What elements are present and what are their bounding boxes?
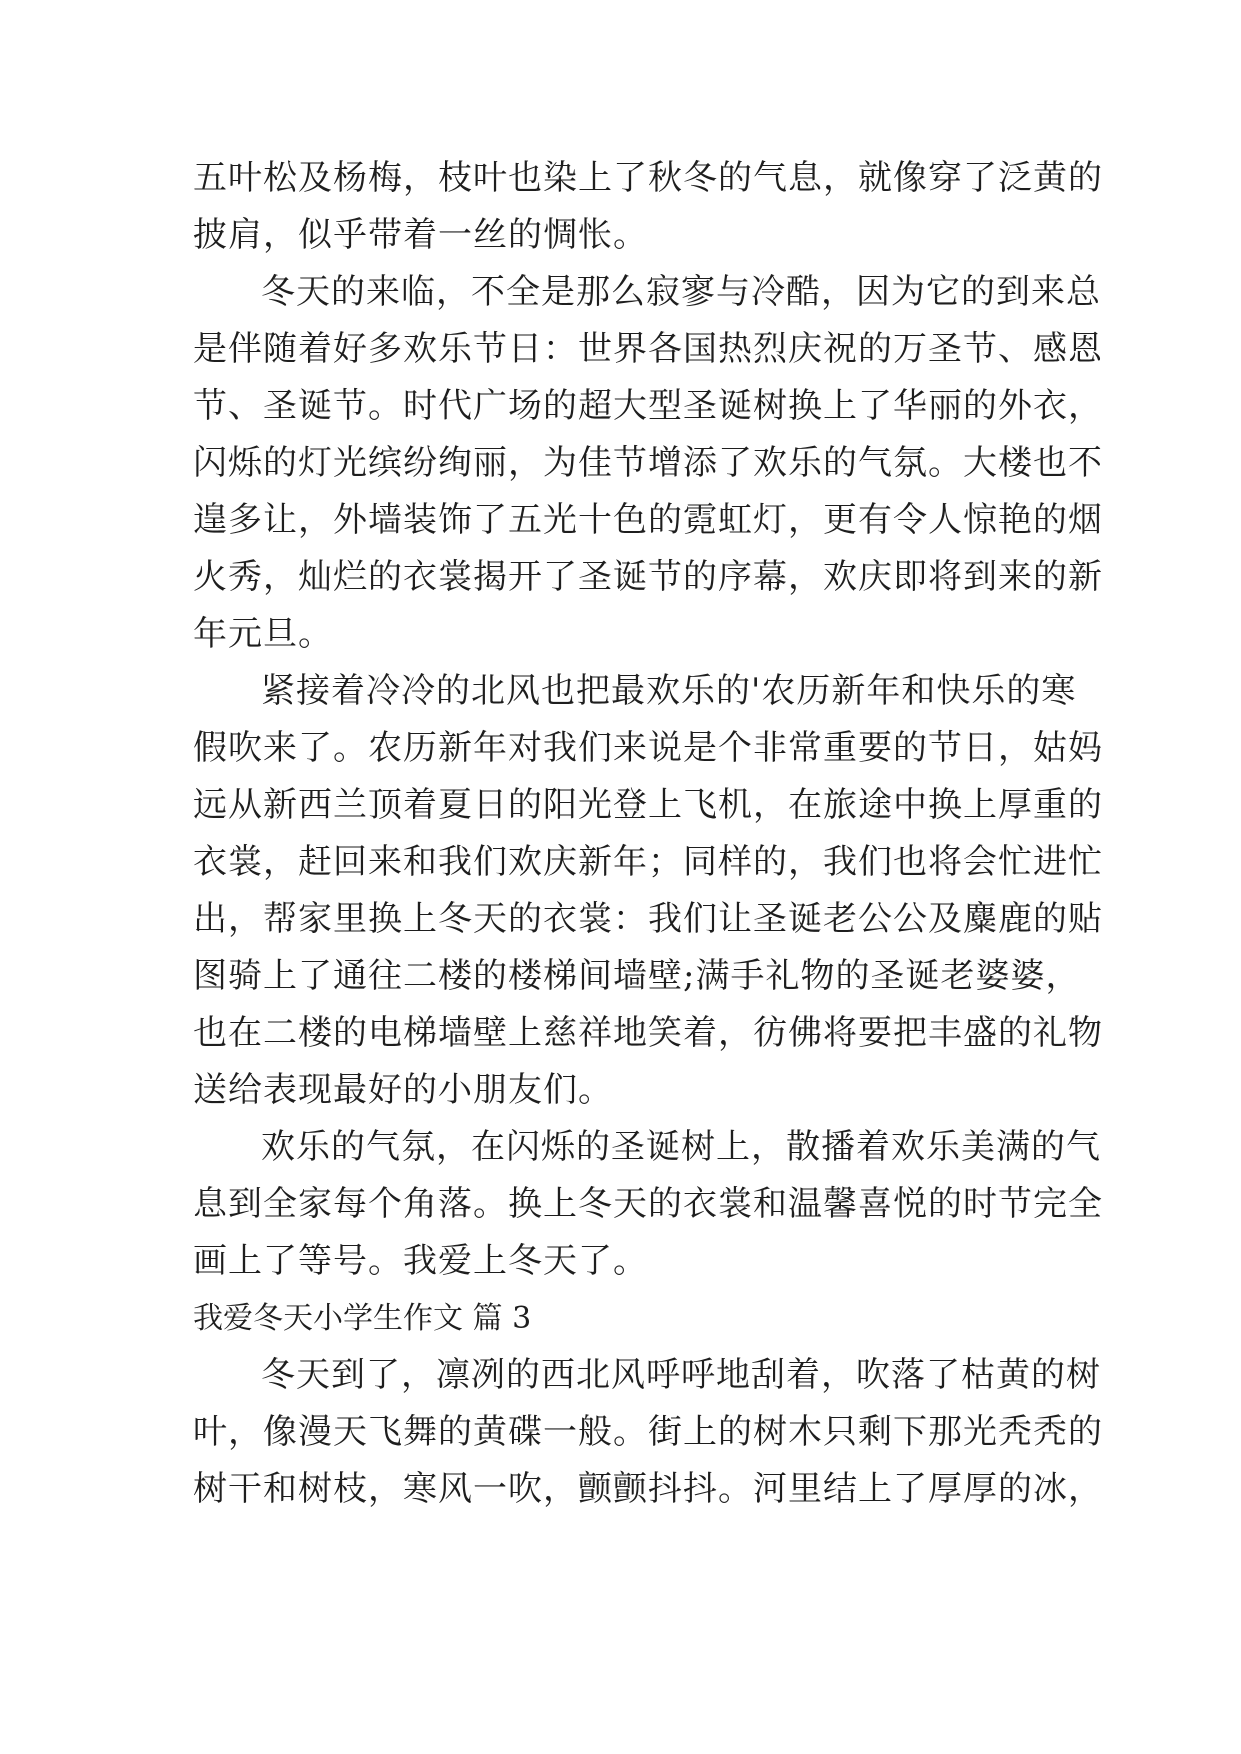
text-line: 火秀，灿烂的衣裳揭开了圣诞节的序幕，欢庆即将到来的新 <box>193 557 1103 597</box>
text-line: 年元旦。 <box>193 614 333 654</box>
text-line: 遑多让，外墙装饰了五光十色的霓虹灯，更有令人惊艳的烟 <box>193 500 1103 540</box>
paragraph-4 <box>193 1119 1103 1290</box>
text-line: 送给表现最好的小朋友们。 <box>193 1070 613 1110</box>
text-line: 五叶松及杨梅，枝叶也染上了秋冬的气息，就像穿了泛黄的 <box>193 158 1103 198</box>
text-line: 画上了等号。我爱上冬天了。 <box>193 1241 648 1281</box>
text-line: 冬天到了，凛冽的西北风呼呼地刮着，吹落了枯黄的树 <box>261 1355 1101 1395</box>
text-line: 叶，像漫天飞舞的黄碟一般。街上的树木只剩下那光秃秃的 <box>193 1412 1103 1452</box>
text-line: 衣裳，赶回来和我们欢庆新年；同样的，我们也将会忙进忙 <box>193 842 1103 882</box>
paragraph-1 <box>193 150 1103 264</box>
text-line: 披肩，似乎带着一丝的惆怅。 <box>193 215 648 255</box>
text-line: 欢乐的气氛，在闪烁的圣诞树上，散播着欢乐美满的气 <box>261 1127 1101 1167</box>
text-line: 也在二楼的电梯墙壁上慈祥地笑着，彷佛将要把丰盛的礼物 <box>193 1013 1103 1053</box>
paragraph-3 <box>193 663 1103 1119</box>
text-line: 出，帮家里换上冬天的衣裳：我们让圣诞老公公及麋鹿的贴 <box>193 899 1103 939</box>
text-line: 远从新西兰顶着夏日的阳光登上飞机，在旅途中换上厚重的 <box>193 785 1103 825</box>
text-line: 节、圣诞节。时代广场的超大型圣诞树换上了华丽的外衣， <box>193 386 1103 426</box>
text-line: 假吹来了。农历新年对我们来说是个非常重要的节日，姑妈 <box>193 728 1103 768</box>
section-heading: 我爱冬天小学生作文 篇 3 <box>193 1301 532 1336</box>
paragraph-5 <box>193 1347 1103 1518</box>
text-line: 冬天的来临，不全是那么寂寥与冷酷，因为它的到来总 <box>261 272 1101 312</box>
text-line: 息到全家每个角落。换上冬天的衣裳和温馨喜悦的时节完全 <box>193 1184 1103 1224</box>
text-line: 是伴随着好多欢乐节日：世界各国热烈庆祝的万圣节、感恩 <box>193 329 1103 369</box>
text-line: 紧接着冷冷的北风也把最欢乐的'农历新年和快乐的寒 <box>261 671 1077 711</box>
text-line: 闪烁的灯光缤纷绚丽，为佳节增添了欢乐的气氛。大楼也不 <box>193 443 1103 483</box>
paragraph-2 <box>193 264 1103 663</box>
text-line: 树干和树枝，寒风一吹，颤颤抖抖。河里结上了厚厚的冰， <box>193 1469 1103 1509</box>
text-line: 图骑上了通往二楼的楼梯间墙壁;满手礼物的圣诞老婆婆， <box>193 956 1081 996</box>
